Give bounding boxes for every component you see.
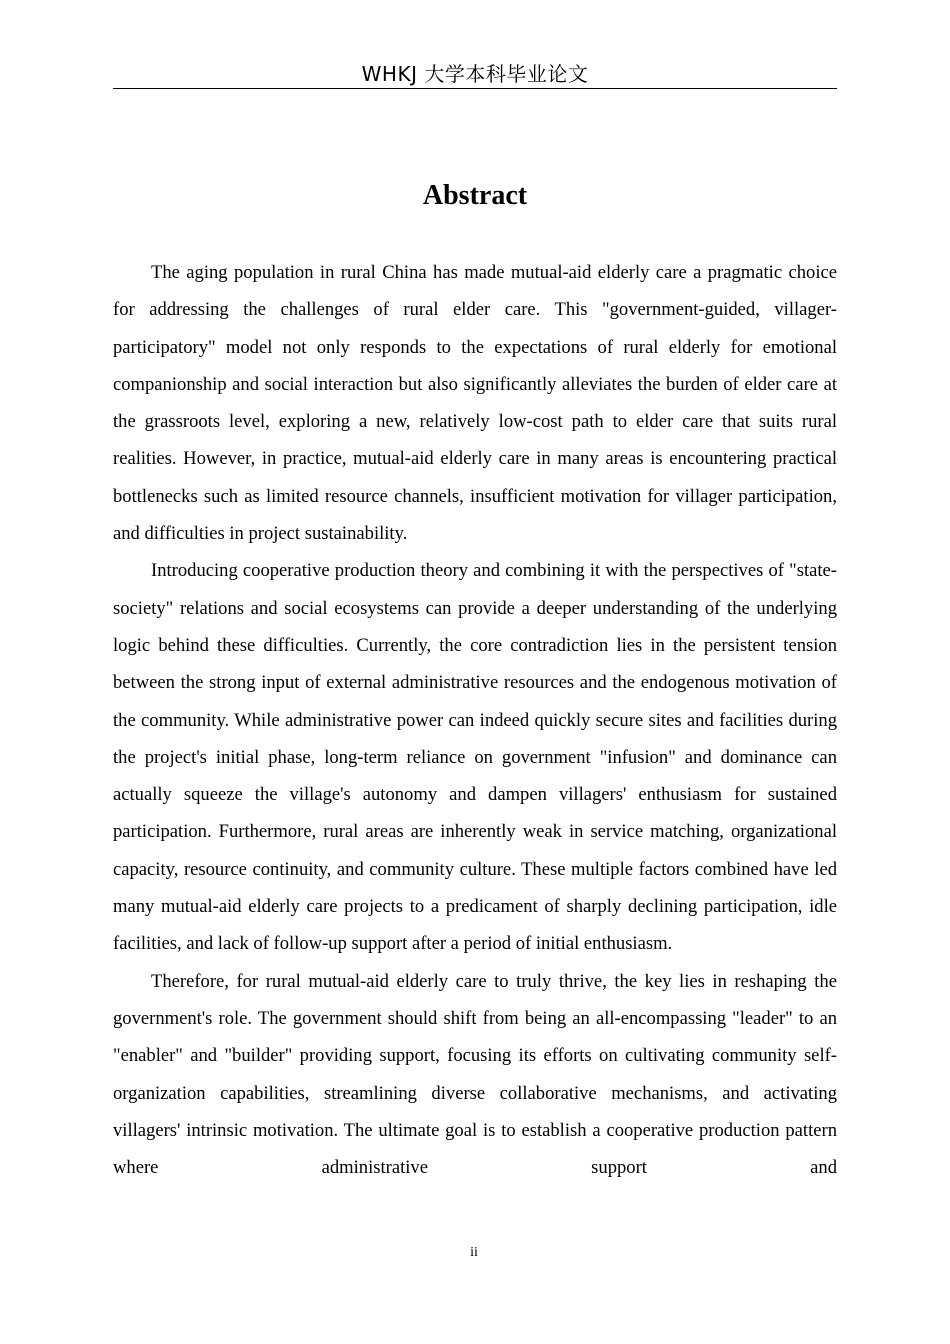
- abstract-body: [113, 254, 837, 1186]
- abstract-paragraph-3: Therefore, for rural mutual-aid elderly care to truly thrive, the key lies in reshaping the government's role. The government should shift from being an all-encompassing "leader" to an "enabler" and "builder" providing support, focusing its efforts on cultivating community self-organization capabilities, streamlining diverse collaborative mechanisms, and activating villagers' intrinsic motivation. The ultimate goal is to establish a cooperative production pattern where administrative support and: [113, 970, 837, 1179]
- page-number: ii: [470, 1245, 478, 1260]
- running-header: WHKJ 大学本科毕业论文: [361, 62, 589, 86]
- abstract-paragraph-2: Introducing cooperative production theory and combining it with the perspectives of "state-society" relations and social ecosystems can provide a deeper understanding of the underlying logic behind these difficulties. Currently, the core contradiction lies in the persistent tension between the strong input of external administrative resources and the endogenous motivation of the community. While administrative power can indeed quickly secure sites and facilities during the project's initial phase, long-term reliance on government "infusion" and dominance can actually squeeze the village's autonomy and dampen villagers' enthusiasm for sustained participation. Furthermore, rural areas are inherently weak in service matching, organizational capacity, resource continuity, and community culture. These multiple factors combined have led many mutual-aid elderly care projects to a predicament of sharply declining participation, idle facilities, and lack of follow-up support after a period of initial enthusiasm.: [113, 560, 837, 955]
- header-rule: [113, 88, 837, 89]
- abstract-title: Abstract: [422, 180, 528, 211]
- abstract-paragraph-1: The aging population in rural China has made mutual-aid elderly care a pragmatic choice for addressing the challenges of rural elder care. This "government-guided, villager-participatory" model not only responds to the expectations of rural elderly for emotional companionship and social interaction but also significantly alleviates the burden of elder care at the grassroots level, exploring a new, relatively low-cost path to elder care that suits rural realities. However, in practice, mutual-aid elderly care in many areas is encountering practical bottlenecks such as limited resource channels, insufficient motivation for villager participation, and difficulties in project sustainability.: [113, 262, 837, 545]
